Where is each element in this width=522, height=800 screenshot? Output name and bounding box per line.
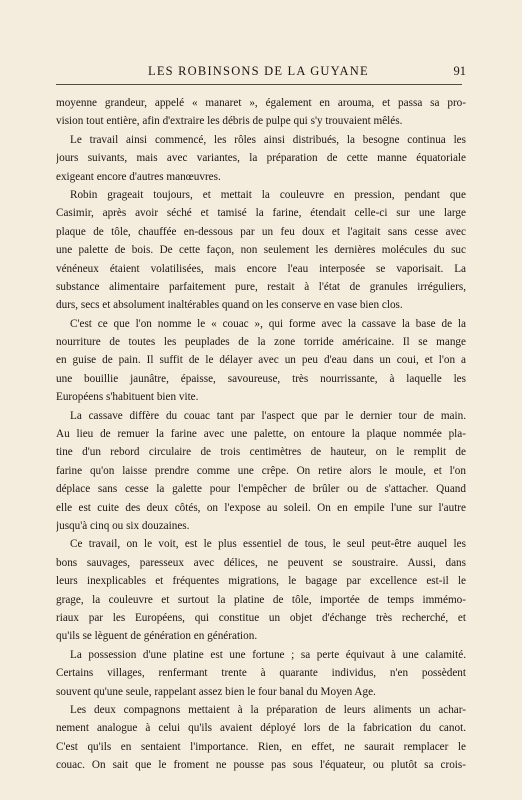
text-line: substance alimentaire parfaitement pure, restait à l'état de granules irréguliers, [56,280,466,293]
text-line: vision tout entière, afin d'extraire les débris de pulpe qui s'y trouvaient mêlés. [56,115,403,128]
text-line: leurs inexplicables et fréquentes migrations, le bagage par excellence est-il le [56,575,466,588]
text-line: couac. On sait que le froment ne pousse pas sous l'équateur, ou plutôt sa crois- [56,759,466,772]
text-line: déplace sans cesse la galette pour l'empêcher de brûler ou de s'attacher. Quand [56,483,466,496]
text-line: C'est qu'ils en sentaient l'importance. Rien, en effet, ne saurait remplacer le [56,740,466,753]
text-line: tine d'un rebord circulaire de trois centimètres de hauteur, on le remplit de [56,446,466,459]
text-line: bons sauvages, paresseux avec délices, ne peuvent se soustraire. Aussi, dans [56,556,466,569]
text-line: grage, la couleuvre et surtout la platine de tôle, importée de temps immémo- [56,593,466,606]
text-line: C'est ce que l'on nomme le « couac », qui forme avec la cassave la base de la [70,317,466,330]
text-line: Le travail ainsi commencé, les rôles ainsi distribués, la besogne continua les [70,133,466,146]
text-line: exigeant encore d'autres manœuvres. [56,170,221,183]
text-line: farine qu'on laisse prendre comme une crêpe. On retire alors le moule, et l'on [56,464,466,477]
text-line: Les deux compagnons mettaient à la préparation de leurs aliments un achar- [70,703,466,716]
text-line: Au lieu de remuer la farine avec une palette, on entoure la plaque nommée pla- [56,428,466,441]
text-line: une bouillie jaunâtre, épaisse, savoureuse, très nourrissante, à laquelle les [56,372,466,385]
running-title: LES ROBINSONS DE LA GUYANE [148,64,369,78]
text-line: en guise de pain. Il suffit de le délayer avec un peu d'eau dans un coui, et l'on a [56,354,466,367]
page-number: 91 [453,64,466,78]
text-line: Robin grageait toujours, et mettait la couleuvre en pression, pendant que [70,188,466,201]
text-line: durs, secs et absolument inaltérables quand on les conserve en vase bien clos. [56,299,403,312]
text-line: Certains villages, renfermant trente à quarante individus, n'en possèdent [56,667,466,680]
header-rule [56,84,462,85]
text-line: une palette de bois. De cette façon, non seulement les dernières molécules du suc [56,244,466,257]
text-line: Européens s'habituent bien vite. [56,391,199,404]
text-line: riaux par les Européens, qui constitue un objet d'échange très recherché, et [56,611,466,624]
text-line: plaque de tôle, chauffée en-dessous par un feu doux et l'agitait sans cesse avec [56,225,466,238]
text-line: La possession d'une platine est une fortune ; sa perte équivaut à une calamité. [70,648,466,661]
text-line: moyenne grandeur, appelé « manaret », également en arouma, et passa sa pro- [56,97,466,109]
text-line: qu'ils se lèguent de génération en génération. [56,630,258,643]
text-line: elle est cuite des deux côtés, on l'expose au soleil. On en empile l'une sur l'autre [56,501,466,514]
text-line: La cassave diffère du couac tant par l'aspect que par le dernier tour de main. [70,409,466,422]
text-line: nement analogue à celui qu'ils avaient déployé lors de la fabrication du canot. [56,722,466,735]
text-line: nourriture de toutes les peuplades de la zone torride américaine. Il se mange [56,336,466,349]
text-line: vénéneux étaient volatilisées, mais encore l'eau interposée se vaporisait. La [56,262,466,275]
text-line: jusqu'à cinq ou six douzaines. [56,519,190,532]
body-text [56,94,466,774]
text-line: jours suivants, mais avec variantes, la préparation de cette manne équatoriale [56,152,466,165]
text-line: Ce travail, on le voit, est le plus essentiel de tous, le seul peut-être auquel les [70,538,466,551]
running-head [48,64,466,82]
text-line: souvent qu'une seule, rappelant assez bien le four banal du Moyen Age. [56,685,376,698]
text-line: Casimir, après avoir séché et tamisé la farine, étendait celle-ci sur une large [56,207,466,220]
